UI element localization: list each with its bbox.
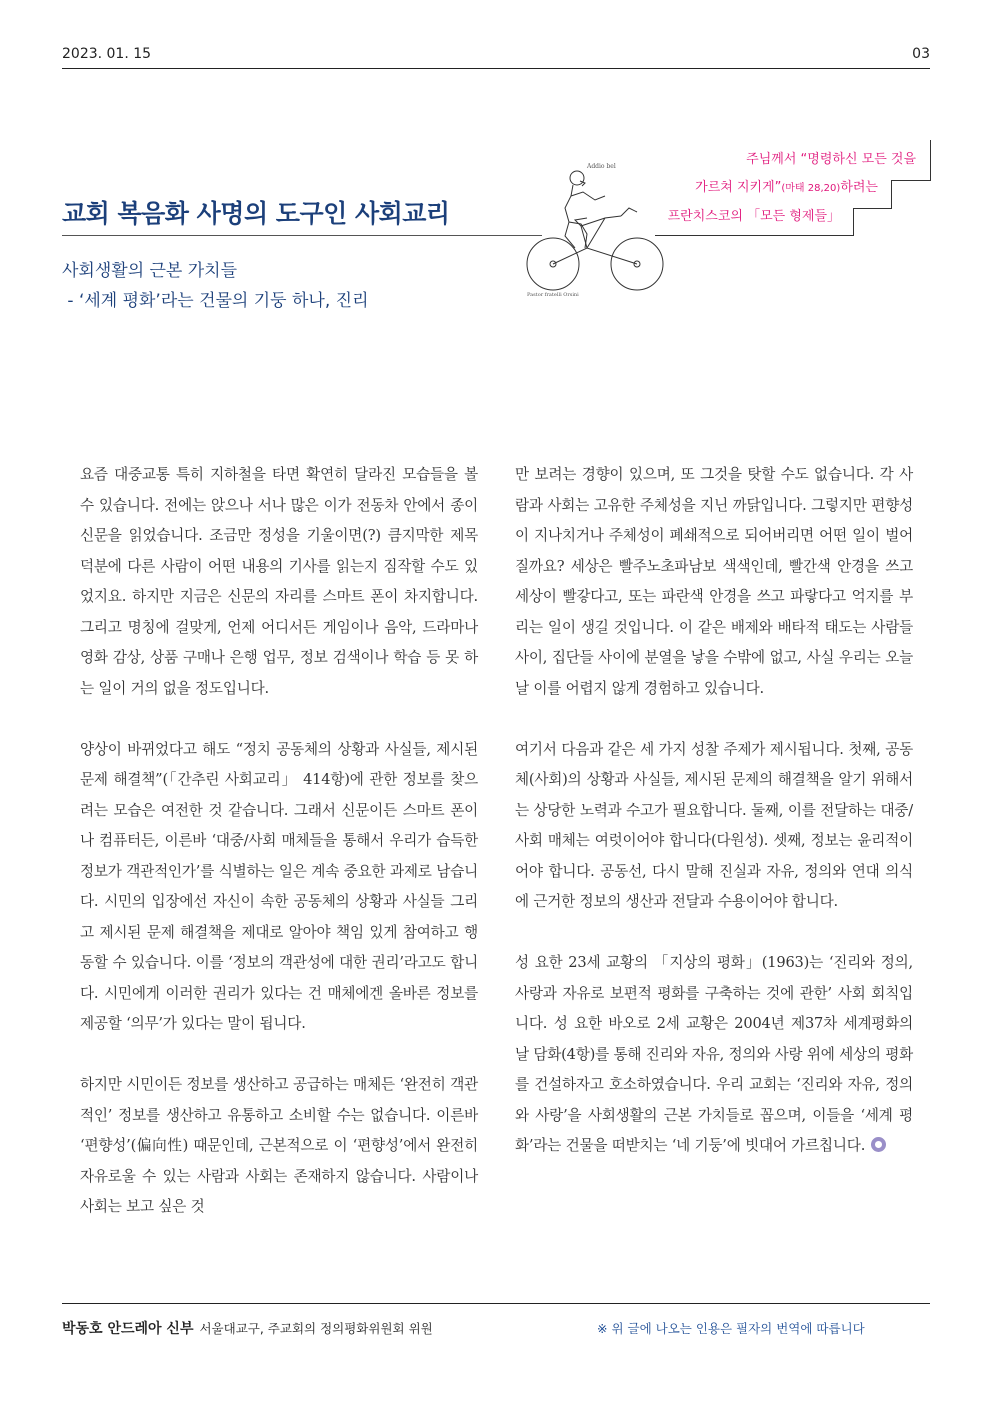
series-caption-line-2: 가르쳐 지키게”(마태 28,20)하려는 — [695, 180, 878, 195]
paragraph: 양상이 바뀌었다고 해도 “정치 공동체의 상황과 사실들, 제시된 문제 해결책”(「간추린 사회교리」 414항)에 관한 정보를 찾으려는 모습은 여전한 것 같습니다. 그래서 신문이든 스마트 폰이나 컴퓨터든, 이른바 ‘대중/사회 매체들을 통해서 우리가 습득한 정보가 객관적인가’를 식별하는 일은 계속 중요한 과제로 남습니다. 시민의 입장에선 자신이 속한 공동체의 상황과 사실들 그리고 제시된 문제 해결책을 제대로 알아야 책임 있게 참여하고 행동할 수 있습니다. 이를 ‘정보의 객관성에 대한 권리’라고도 합니다. 시민에게 이러한 권리가 있다는 건 매체에겐 올바른 정보를 제공할 ‘의무’가 있다는 말이 됩니다. — [80, 740, 478, 1032]
article-title: 교회 복음화 사명의 도구인 사회교리 — [62, 199, 450, 228]
article-subtitle — [62, 256, 369, 316]
end-of-article-icon — [871, 1137, 886, 1152]
stair-rule — [891, 180, 892, 208]
paragraph: 만 보려는 경향이 있으며, 또 그것을 탓할 수도 없습니다. 각 사람과 사회는 고유한 주체성을 지닌 까닭입니다. 그렇지만 편향성이 지나치거나 주체성이 폐쇄적으로 되어버리면 어떤 일이 벌어질까요? 세상은 빨주노초파남보 색색인데, 빨간색 안경을 쓰고 세상이 빨갛다고, 또는 파란색 안경을 쓰고 파랗다고 억지를 부리는 일이 생길 것입니다. 이 같은 배제와 배타적 태도는 사람들 사이, 집단들 사이에 분열을 낳을 수밖에 없고, 사실 우리는 오늘날 이를 어렵지 않게 경험하고 있습니다. — [515, 466, 913, 697]
header-rule — [62, 68, 930, 69]
translation-note: ※ 위 글에 나오는 인용은 필자의 번역에 따릅니다 — [597, 1321, 865, 1336]
illustration-caption-top: Addio bel — [587, 163, 616, 170]
paragraph: 요즘 대중교통 특히 지하철을 타면 확연히 달라진 모습들을 볼 수 있습니다. 전에는 앉으나 서나 많은 이가 전동차 안에서 종이신문을 읽었습니다. 조금만 정성을 기울이면(?) 큼지막한 제목 덕분에 다른 사람이 어떤 내용의 기사를 읽는지 짐작할 수도 있었지요. 하지만 지금은 신문의 자리를 스마트 폰이 차지합니다. 그리고 명칭에 걸맞게, 언제 어디서든 게임이나 음악, 드라마나 영화 감상, 상품 구매나 은행 업무, 정보 검색이나 학습 등 못 하는 일이 거의 없을 정도입니다. — [80, 466, 478, 697]
bicycle-rider-illustration — [525, 156, 670, 306]
stair-rule — [853, 208, 854, 235]
series-caption-line-1: 주님께서 “명령하신 모든 것을 — [746, 152, 916, 167]
page-number: 03 — [912, 46, 930, 62]
author-role: 서울대교구, 주교회의 정의평화위원회 위원 — [199, 1321, 433, 1336]
stair-rule — [655, 235, 854, 236]
author-name: 박동호 안드레아 신부 — [62, 1321, 194, 1337]
paragraph-last: 성 요한 23세 교황의 「지상의 평화」(1963)는 ‘진리와 정의, 사랑과 자유로 보편적 평화를 구축하는 것에 관한’ 사회 회칙입니다. 성 요한 바오로 2세 교황은 2004년 제37차 세계평화의 날 담화(4항)를 통해 진리와 자유, 정의와 사랑 위에 세상의 평화를 건설하자고 호소하였습니다. 우리 교회는 ‘진리와 자유, 정의와 사랑’을 사회생활의 근본 가치들로 꼽으며, 이들을 ‘세계 평화’라는 건물을 떠받치는 ‘네 기둥’에 빗대어 가르칩니다. — [515, 954, 914, 1154]
stair-rule — [930, 140, 931, 180]
subtitle-line-2: - ‘세계 평화’라는 건물의 기둥 하나, 진리 — [62, 291, 369, 311]
footer-rule — [62, 1303, 930, 1304]
paragraph: 하지만 시민이든 정보를 생산하고 공급하는 매체든 ‘완전히 객관적인’ 정보를 생산하고 유통하고 소비할 수는 없습니다. 이른바 ‘편향성’(偏向性) 때문인데, 근본적으로 이 ‘편향성’에서 완전히 자유로울 수 있는 사람과 사회는 존재하지 않습니다. 사람이나 사회는 보고 싶은 것 — [80, 1076, 478, 1215]
right-column — [515, 460, 913, 1192]
author-byline — [62, 1318, 433, 1338]
paragraph: 여기서 다음과 같은 세 가지 성찰 주제가 제시됩니다. 첫째, 공동체(사회)의 상황과 사실들, 제시된 문제의 해결책을 알기 위해서는 상당한 노력과 수고가 필요합니다. 둘째, 이를 전달하는 대중/사회 매체는 여럿이어야 합니다(다원성). 셋째, 정보는 윤리적이어야 합니다. 공동선, 다시 말해 진실과 자유, 정의와 연대 의식에 근거한 정보의 생산과 전달과 수용이어야 합니다. — [515, 740, 913, 910]
left-column — [80, 460, 478, 1253]
series-caption-line-3: 프란치스코의 「모든 형제들」 — [667, 209, 840, 224]
subtitle-line-1: 사회생활의 근본 가치들 — [62, 261, 238, 281]
stair-rule — [891, 180, 931, 181]
stair-rule — [853, 208, 892, 209]
illustration-caption-bottom: Pastor fratelli Orsini — [527, 292, 579, 298]
issue-date: 2023. 01. 15 — [62, 46, 152, 62]
title-rule — [62, 235, 542, 236]
